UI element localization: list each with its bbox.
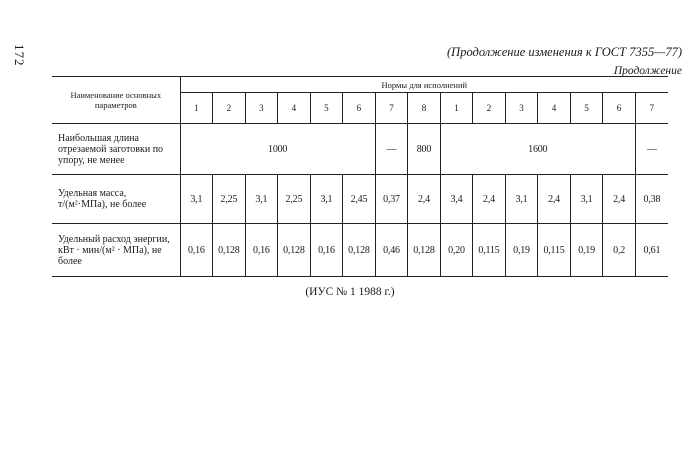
column-number: 6 [603, 93, 636, 124]
column-number: 2 [213, 93, 246, 124]
value-cell: 0,61 [635, 224, 668, 277]
value-cell: — [375, 124, 408, 175]
value-cell: 0,16 [180, 224, 213, 277]
value-cell: 0,20 [440, 224, 473, 277]
column-number: 4 [278, 93, 311, 124]
footer-note: (ИУС № 1 1988 г.) [305, 286, 395, 298]
value-cell: 1000 [180, 124, 375, 175]
value-cell: 0,128 [408, 224, 441, 277]
value-cell: 2,4 [603, 175, 636, 224]
column-number: 6 [343, 93, 376, 124]
column-number: 1 [180, 93, 213, 124]
value-cell: — [635, 124, 668, 175]
parameter-name: Удельная масса, т/(м²·МПа), не более [52, 175, 180, 224]
table-row [52, 224, 668, 277]
value-cell: 0,115 [538, 224, 571, 277]
value-cell: 2,25 [213, 175, 246, 224]
value-cell: 3,1 [310, 175, 343, 224]
parameter-name: Наибольшая длина отрезаемой заготовки по упору, не менее [52, 124, 180, 175]
value-cell: 0,128 [278, 224, 311, 277]
column-number: 3 [245, 93, 278, 124]
value-cell: 0,16 [245, 224, 278, 277]
value-cell: 2,4 [538, 175, 571, 224]
value-cell: 0,128 [343, 224, 376, 277]
value-cell: 2,45 [343, 175, 376, 224]
value-cell: 0,2 [603, 224, 636, 277]
table-body [52, 124, 668, 277]
column-number: 3 [505, 93, 538, 124]
value-cell: 2,4 [473, 175, 506, 224]
column-number: 5 [570, 93, 603, 124]
value-cell: 0,46 [375, 224, 408, 277]
param-column-header: Наименование основных параметров [52, 77, 180, 124]
table-row [52, 124, 668, 175]
value-cell: 0,128 [213, 224, 246, 277]
column-number: 8 [408, 93, 441, 124]
column-number: 5 [310, 93, 343, 124]
column-number: 4 [538, 93, 571, 124]
value-cell: 2,4 [408, 175, 441, 224]
value-cell: 0,19 [505, 224, 538, 277]
value-cell: 800 [408, 124, 441, 175]
value-cell: 3,1 [180, 175, 213, 224]
table-row [52, 175, 668, 224]
page-number: 172 [12, 44, 27, 67]
value-cell: 1600 [440, 124, 635, 175]
value-cell: 3,1 [505, 175, 538, 224]
value-cell: 3,1 [570, 175, 603, 224]
column-number: 1 [440, 93, 473, 124]
value-cell: 3,1 [245, 175, 278, 224]
parameter-name: Удельный расход энергии, кВт · мин/(м² · МПа), не более [52, 224, 180, 277]
value-cell: 0,16 [310, 224, 343, 277]
value-cell: 0,38 [635, 175, 668, 224]
specification-table [52, 76, 668, 277]
value-cell: 0,19 [570, 224, 603, 277]
norms-header: Нормы для исполнений [180, 77, 668, 93]
value-cell: 0,115 [473, 224, 506, 277]
continuation-subtitle: Продолжение [613, 65, 682, 77]
column-number: 7 [375, 93, 408, 124]
value-cell: 2,25 [278, 175, 311, 224]
value-cell: 3,4 [440, 175, 473, 224]
continuation-title: (Продолжение изменения к ГОСТ 7355—77) [447, 45, 682, 59]
column-number: 2 [473, 93, 506, 124]
value-cell: 0,37 [375, 175, 408, 224]
column-number: 7 [635, 93, 668, 124]
